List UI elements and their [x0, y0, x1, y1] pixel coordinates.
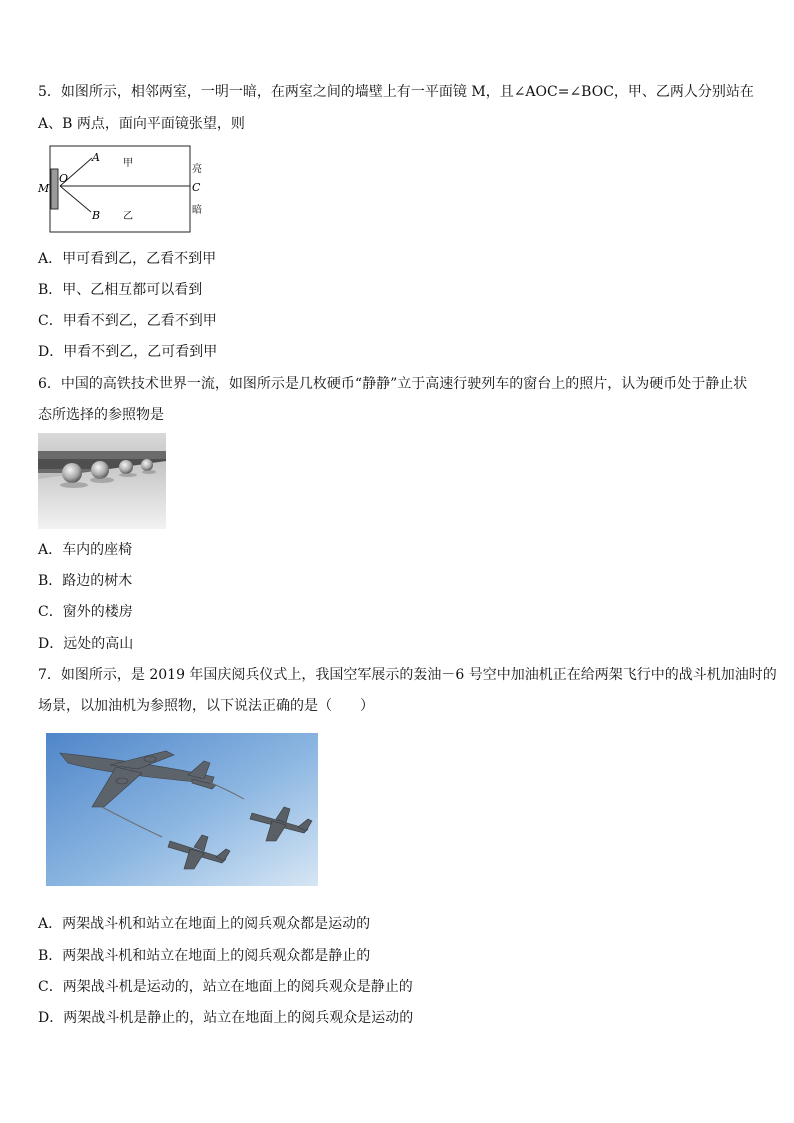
q7-option-c: C．两架战斗机是运动的，站立在地面上的阅兵观众是静止的 [38, 979, 413, 995]
room-outline [50, 146, 190, 232]
coin [62, 463, 82, 483]
label-m: M [38, 182, 50, 195]
label-a: A [92, 151, 100, 164]
label-c: C [192, 181, 201, 194]
q5-option-a: A．甲可看到乙，乙看不到甲 [38, 251, 217, 267]
q7-stem-line1: 7．如图所示，是 2019 年国庆阅兵仪式上，我国空军展示的轰油－6 号空中加油机正在给两架飞行中的战斗机加油时的 [38, 667, 777, 683]
q6-stem-line1: 6．中国的高铁技术世界一流，如图所示是几枚硬币“静静”立于高速行驶列车的窗台上的照片，认为硬币处于静止状 [38, 376, 748, 392]
q6-option-c: C．窗外的楼房 [38, 604, 133, 620]
q5-option-b: B．甲、乙相互都可以看到 [38, 282, 203, 298]
ray-ob [60, 186, 91, 212]
q5-stem-line2: A、B 两点，面向平面镜张望，则 [38, 116, 245, 132]
coins-on-windowsill-photo [38, 433, 166, 529]
label-o: O [59, 172, 69, 185]
q5-option-d: D．甲看不到乙，乙可看到甲 [38, 344, 218, 360]
aerial-refueling-photo [46, 733, 318, 886]
q6-option-d: D．远处的高山 [38, 636, 134, 652]
label-b: B [92, 209, 101, 222]
coin [91, 461, 109, 479]
q7-stem-line2: 场景，以加油机为参照物，以下说法正确的是（ ） [38, 698, 374, 714]
label-jia: 甲 [123, 158, 133, 169]
label-bright: 亮 [192, 164, 202, 175]
q5-option-c: C．甲看不到乙，乙看不到甲 [38, 313, 217, 329]
coin [119, 460, 133, 474]
coin [141, 459, 153, 471]
label-yi: 乙 [123, 211, 133, 222]
plane-mirror [51, 169, 58, 209]
q6-option-a: A．车内的座椅 [38, 542, 133, 558]
q6-stem-line2: 态所选择的参照物是 [38, 407, 164, 423]
q7-option-b: B．两架战斗机和站立在地面上的阅兵观众都是静止的 [38, 948, 371, 964]
q7-option-d: D．两架战斗机是静止的，站立在地面上的阅兵观众是运动的 [38, 1010, 414, 1026]
q6-option-b: B．路边的树木 [38, 573, 133, 589]
q5-mirror-diagram [34, 143, 214, 235]
q5-stem-line1: 5．如图所示，相邻两室，一明一暗，在两室之间的墙壁上有一平面镜 M，且∠AOC=∠BOC，甲、乙两人分别站在 [38, 84, 754, 100]
label-dark: 暗 [192, 205, 202, 216]
q7-option-a: A．两架战斗机和站立在地面上的阅兵观众都是运动的 [38, 916, 371, 932]
